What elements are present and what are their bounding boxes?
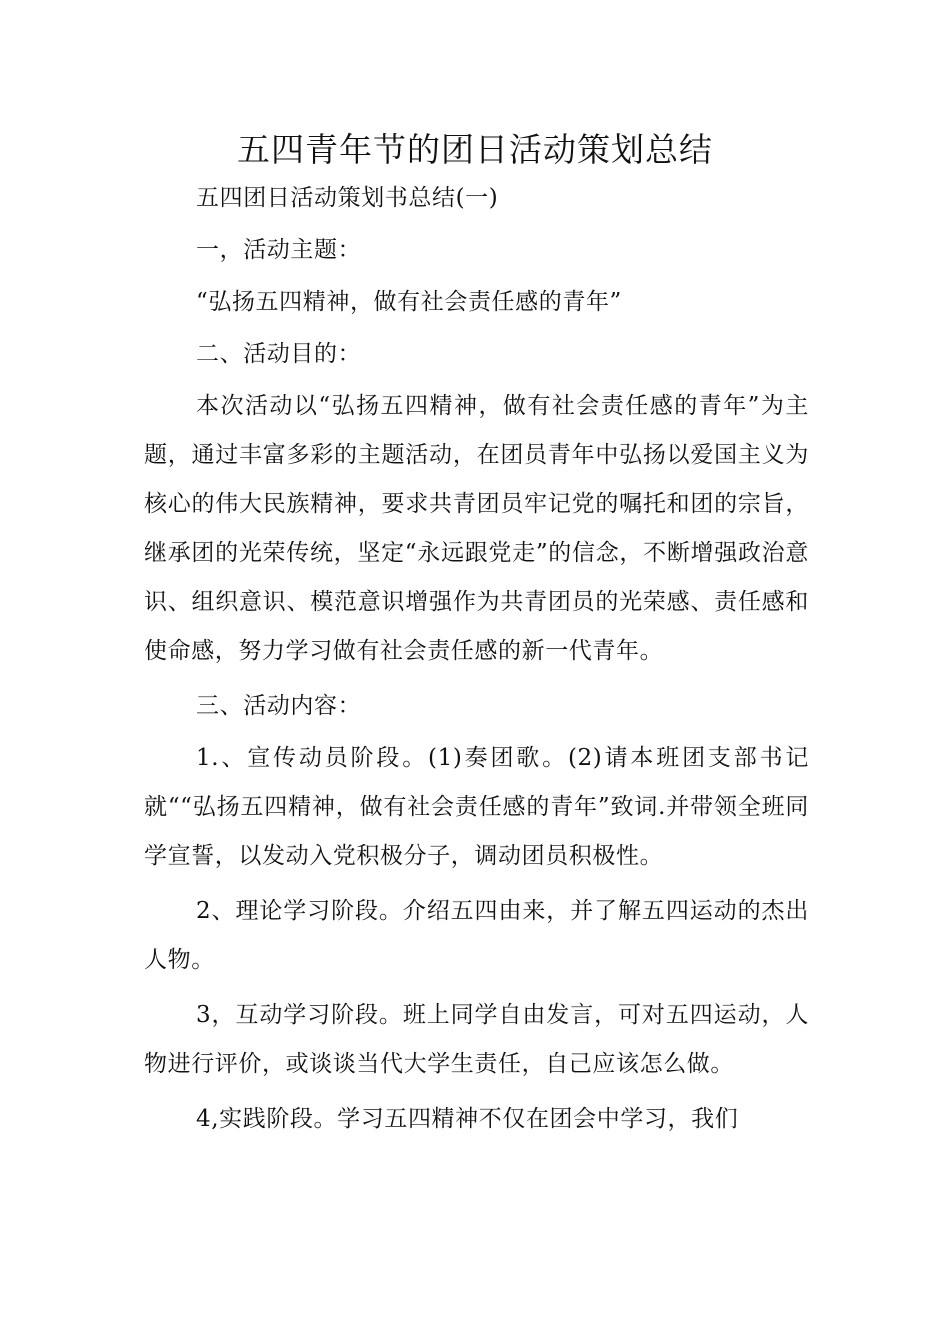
section-heading: 一，活动主题：: [196, 237, 362, 263]
document-body: [144, 174, 809, 1150]
list-item: 1.、宣传动员阶段。(1)奏团歌。(2)请本班团支部书记就““弘扬五四精神，做有社会责任感的青年”致词.并带领全班同学宣誓，以发动入党积极分子，调动团员积极性。: [144, 745, 809, 869]
list-item: 4,实践阶段。学习五四精神不仅在团会中学习，我们: [196, 1106, 739, 1132]
list-item: 3，互动学习阶段。班上同学自由发言，可对五四运动，人物进行评价，或谈谈当代大学生责任，自己应该怎么做。: [144, 1002, 809, 1077]
body-paragraph: 本次活动以“弘扬五四精神，做有社会责任感的青年”为主题，通过丰富多彩的主题活动，在团员青年中弘扬以爱国主义为核心的伟大民族精神，要求共青团员牢记党的嘱托和团的宗旨，继承团的光荣传统，坚定“永远跟党走”的信念，不断增强政治意识、组织意识、模范意识增强作为共青团员的光荣感、责任感和使命感，努力学习做有社会责任感的新一代青年。: [144, 393, 809, 664]
theme-quote: “弘扬五四精神，做有社会责任感的青年”: [196, 289, 622, 315]
section-heading: 五四团日活动策划书总结(一): [196, 185, 499, 211]
section-heading: 二、活动目的：: [196, 341, 362, 367]
document-title: 五四青年节的团日活动策划总结: [237, 130, 713, 169]
section-heading: 三、活动内容：: [196, 693, 362, 719]
list-item: 2、理论学习阶段。介绍五四由来，并了解五四运动的杰出人物。: [144, 898, 809, 973]
